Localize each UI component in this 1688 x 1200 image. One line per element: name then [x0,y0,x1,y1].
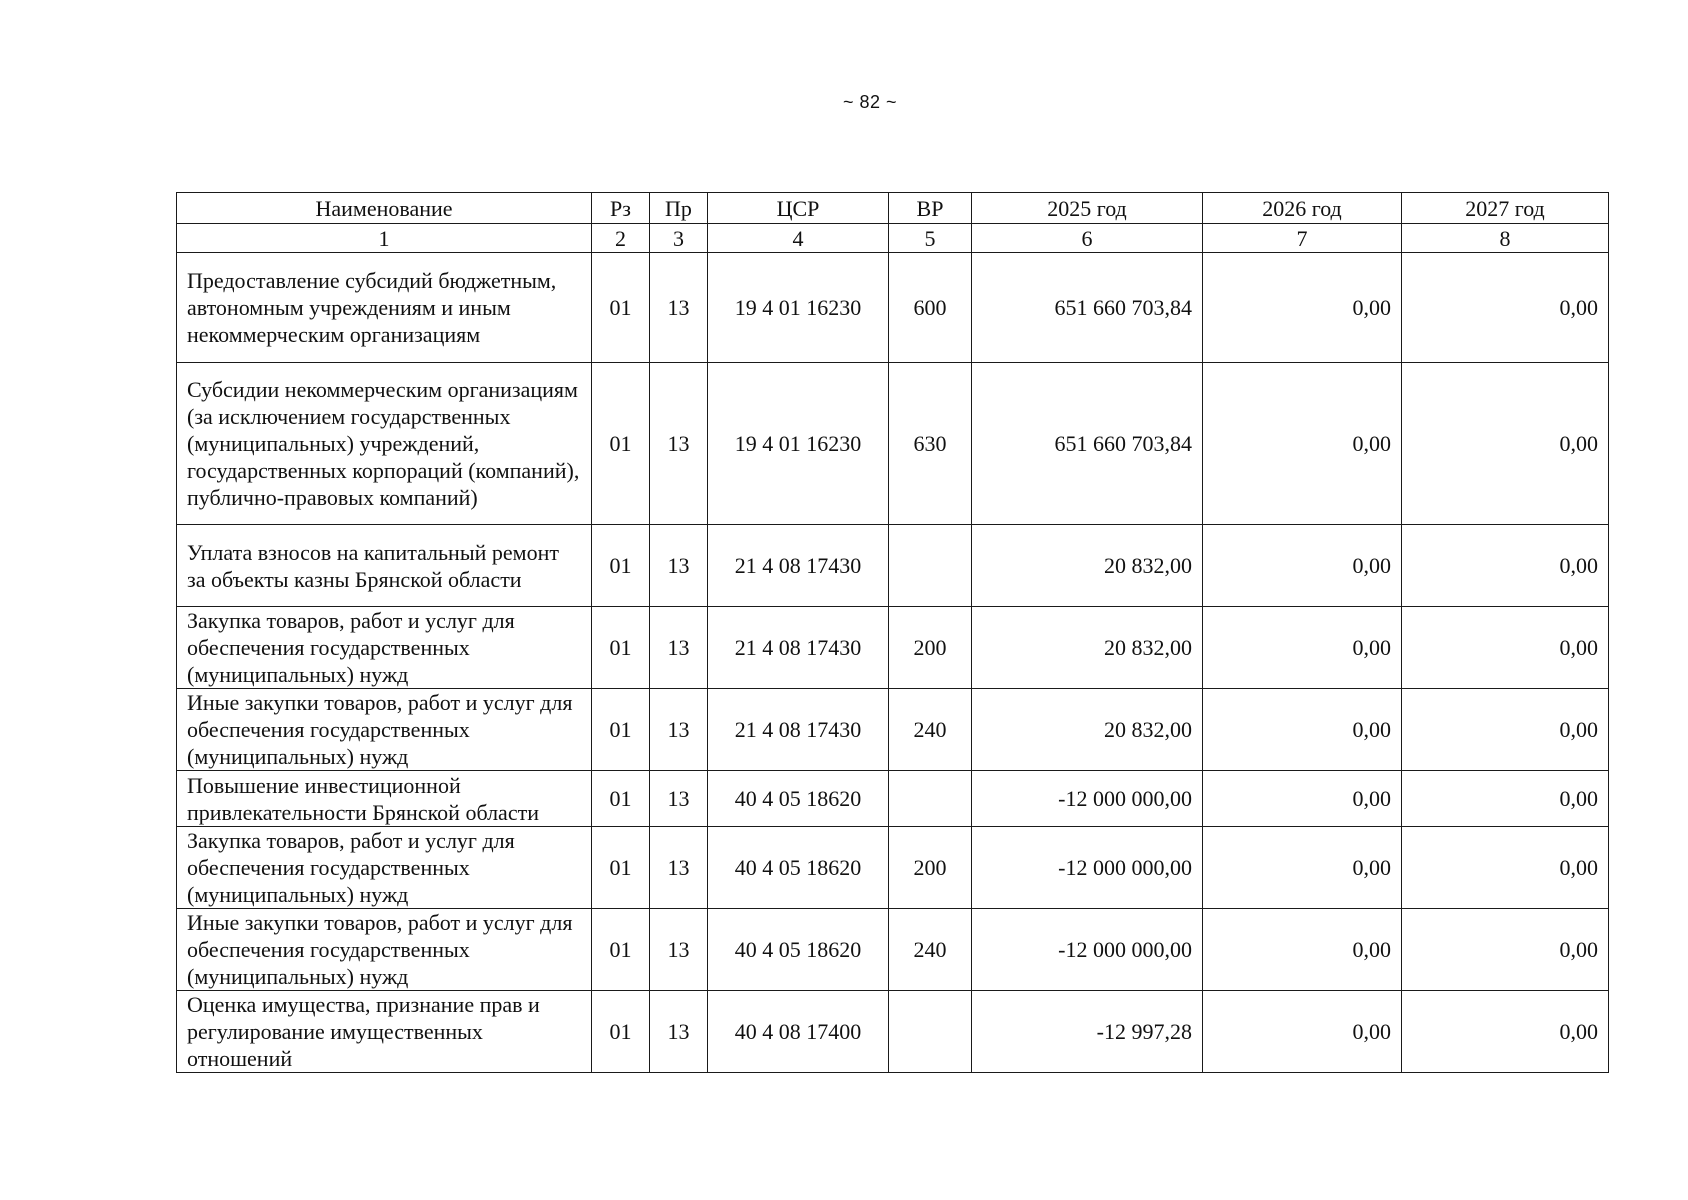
row-2027: 0,00 [1402,827,1609,909]
row-2025: 651 660 703,84 [972,363,1203,525]
row-rz: 01 [592,525,650,607]
row-csr: 21 4 08 17430 [708,607,889,689]
row-rz: 01 [592,363,650,525]
row-name: Закупка товаров, работ и услуг для обеспечения государственных (муниципальных) нужд [177,607,592,689]
table-row [177,253,1609,363]
column-number: 4 [708,224,889,253]
row-rz: 01 [592,253,650,363]
row-2026: 0,00 [1203,771,1402,827]
row-2025: -12 997,28 [972,991,1203,1073]
row-vr [889,991,972,1073]
row-name: Иные закупки товаров, работ и услуг для обеспечения государственных (муниципальных) нужд [177,689,592,771]
row-rz: 01 [592,991,650,1073]
row-2026: 0,00 [1203,363,1402,525]
row-name: Субсидии некоммерческим организациям (за исключением государственных (муниципальных) учреждений, государственных корпораций (компаний), публично-правовых компаний) [177,363,592,525]
row-vr: 240 [889,909,972,991]
column-number: 1 [177,224,592,253]
column-number: 8 [1402,224,1609,253]
row-csr: 40 4 05 18620 [708,827,889,909]
row-name: Оценка имущества, признание прав и регулирование имущественных отношений [177,991,592,1073]
row-2026: 0,00 [1203,253,1402,363]
table-row [177,607,1609,689]
row-vr: 200 [889,827,972,909]
row-2025: -12 000 000,00 [972,771,1203,827]
row-pr: 13 [650,909,708,991]
row-rz: 01 [592,689,650,771]
row-vr: 600 [889,253,972,363]
column-number: 2 [592,224,650,253]
row-rz: 01 [592,909,650,991]
header-2025: 2025 год [972,193,1203,224]
row-pr: 13 [650,689,708,771]
budget-table [176,192,1609,1073]
column-number: 7 [1203,224,1402,253]
row-pr: 13 [650,827,708,909]
row-2025: 20 832,00 [972,689,1203,771]
row-vr: 200 [889,607,972,689]
row-csr: 21 4 08 17430 [708,525,889,607]
row-2027: 0,00 [1402,909,1609,991]
row-csr: 19 4 01 16230 [708,363,889,525]
row-2027: 0,00 [1402,991,1609,1073]
row-vr: 240 [889,689,972,771]
row-name: Предоставление субсидий бюджетным, автономным учреждениям и иным некоммерческим организациям [177,253,592,363]
table-row [177,363,1609,525]
page-number: ~ 82 ~ [842,92,898,112]
row-2027: 0,00 [1402,363,1609,525]
row-2025: 651 660 703,84 [972,253,1203,363]
header-2027: 2027 год [1402,193,1609,224]
row-vr [889,771,972,827]
table-row [177,689,1609,771]
row-csr: 40 4 05 18620 [708,771,889,827]
row-name: Закупка товаров, работ и услуг для обеспечения государственных (муниципальных) нужд [177,827,592,909]
header-rz: Рз [592,193,650,224]
row-2026: 0,00 [1203,607,1402,689]
header-2026: 2026 год [1203,193,1402,224]
header-csr: ЦСР [708,193,889,224]
header-name: Наименование [177,193,592,224]
row-2026: 0,00 [1203,991,1402,1073]
row-2025: -12 000 000,00 [972,827,1203,909]
table-row [177,991,1609,1073]
row-2026: 0,00 [1203,525,1402,607]
row-name: Повышение инвестиционной привлекательности Брянской области [177,771,592,827]
table-row [177,771,1609,827]
row-rz: 01 [592,827,650,909]
row-vr [889,525,972,607]
row-rz: 01 [592,607,650,689]
header-vr: ВР [889,193,972,224]
table-row [177,525,1609,607]
column-number-row [177,224,1609,253]
row-2025: 20 832,00 [972,525,1203,607]
row-2027: 0,00 [1402,771,1609,827]
row-pr: 13 [650,991,708,1073]
row-2025: -12 000 000,00 [972,909,1203,991]
row-name: Уплата взносов на капитальный ремонт за объекты казны Брянской области [177,525,592,607]
row-csr: 19 4 01 16230 [708,253,889,363]
row-csr: 21 4 08 17430 [708,689,889,771]
row-pr: 13 [650,525,708,607]
row-vr: 630 [889,363,972,525]
table-row [177,909,1609,991]
header-pr: Пр [650,193,708,224]
row-2027: 0,00 [1402,607,1609,689]
row-name: Иные закупки товаров, работ и услуг для обеспечения государственных (муниципальных) нужд [177,909,592,991]
row-pr: 13 [650,771,708,827]
table-row [177,827,1609,909]
row-2027: 0,00 [1402,525,1609,607]
row-2027: 0,00 [1402,689,1609,771]
row-rz: 01 [592,771,650,827]
column-number: 3 [650,224,708,253]
row-pr: 13 [650,607,708,689]
row-2025: 20 832,00 [972,607,1203,689]
row-pr: 13 [650,363,708,525]
row-2026: 0,00 [1203,689,1402,771]
header-row [177,193,1609,224]
row-pr: 13 [650,253,708,363]
column-number: 6 [972,224,1203,253]
row-csr: 40 4 05 18620 [708,909,889,991]
row-2026: 0,00 [1203,909,1402,991]
row-2026: 0,00 [1203,827,1402,909]
column-number: 5 [889,224,972,253]
row-csr: 40 4 08 17400 [708,991,889,1073]
row-2027: 0,00 [1402,253,1609,363]
